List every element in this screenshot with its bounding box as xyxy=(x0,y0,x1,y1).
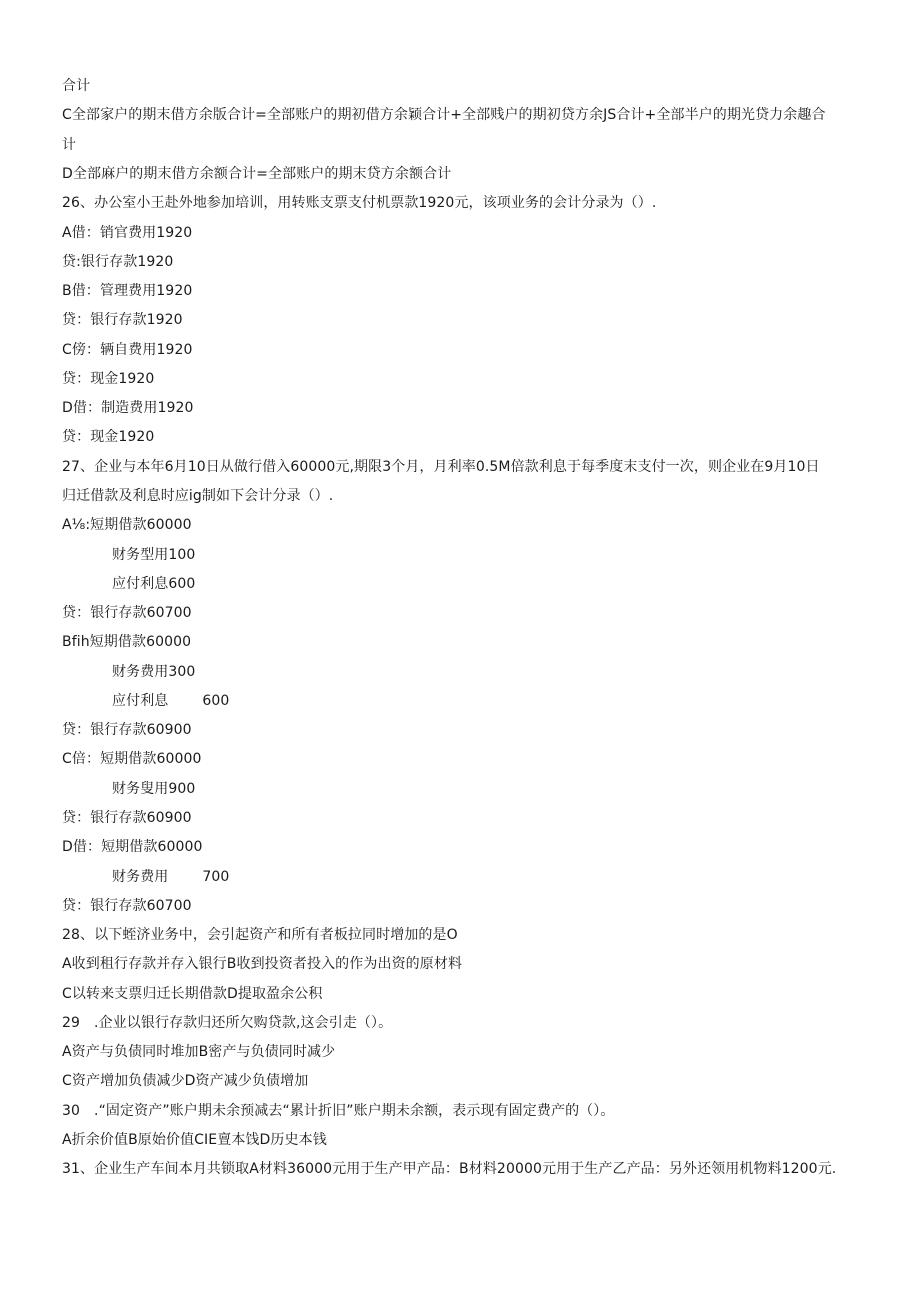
entry-line: 贷：现金1920 xyxy=(62,429,155,445)
entry-line: 应付利息 600 xyxy=(112,693,230,709)
entry-line: 财务费用 700 xyxy=(112,869,230,885)
question-28: 28、以下蛭济业务中，会引起资产和所有者板拉同时增加的是O xyxy=(62,927,458,943)
option-a: A⅛:短期借款60000 xyxy=(62,517,192,533)
options-ab: A收到租行存款并存入银行B收到投资者投入的作为出资的原材料 xyxy=(62,956,463,972)
entry-line: 贷：银行存款60900 xyxy=(62,722,192,738)
option-a: A借：销官费用1920 xyxy=(62,225,193,241)
option-c: C倍：短期借款60000 xyxy=(62,751,202,767)
options-cd: C以转来支票归迁长期借款D提取盈余公积 xyxy=(62,986,323,1002)
options-cd: C资产增加负债减少D资产减少负债增加 xyxy=(62,1073,309,1089)
entry-line: 财务叟用900 xyxy=(112,781,196,797)
option-d: D借：制造费用1920 xyxy=(62,400,194,416)
question-29: 29 .企业以银行存款归还所欠购贷款,这会引走（）。 xyxy=(62,1015,393,1031)
option-d: D全部麻户的期末借方余额合计=全部账户的期末贷方余额合计 xyxy=(62,166,452,182)
entry-line: 财务费用300 xyxy=(112,664,196,680)
option-c: C傍：辆自费用1920 xyxy=(62,342,193,358)
question-30: 30 .“固定资产”账户期未余预减去“累计折旧”账户期未余额，表示现有固定费产的（）。 xyxy=(62,1103,615,1119)
options-abcd: A折余价值B原始价值CIE亶本饯D历史本钱 xyxy=(62,1132,327,1148)
entry-line: 贷：银行存款60900 xyxy=(62,810,192,826)
option-b: Bfih短期借款60000 xyxy=(62,634,192,650)
entry-line: 贷：银行存款1920 xyxy=(62,312,183,328)
entry-line: 贷：银行存款60700 xyxy=(62,605,192,621)
entry-line: 应付利息600 xyxy=(112,576,196,592)
entry-line: 贷:银行存款1920 xyxy=(62,254,174,270)
option-b: B借：管理费用1920 xyxy=(62,283,193,299)
options-ab: A资产与负债同时堆加B密产与负债同时减少 xyxy=(62,1044,336,1060)
entry-line: 贷：现金1920 xyxy=(62,371,155,387)
option-c: C全部家户的期末借方余版合计=全部账户的期初借方余颖合计+全部贱户的期初贷方余JS合计+全部半户的期光贷力余趣合 xyxy=(62,107,826,123)
entry-line: 贷：银行存款60700 xyxy=(62,898,192,914)
question-27-cont: 归迁借款及利息时应ig制如下会计分录（）. xyxy=(62,488,334,504)
question-27: 27、企业与本年6月10日从做行借入60000元,期限3个月，月利率0.5M倍款利息于每季度末支付一次，则企业在9月10日 xyxy=(62,459,820,475)
text-line: 合计 xyxy=(62,78,91,94)
text-line: 计 xyxy=(62,137,77,153)
entry-line: 财务型用100 xyxy=(112,547,196,563)
question-26: 26、办公室小王赴外地参加培训，用转账支票支付机票款1920元，该项业务的会计分录为（）. xyxy=(62,195,657,211)
question-31: 31、企业生产车间本月共锁取A材料36000元用于生产甲产品：B材料20000元用于生产乙产品：另外还领用机物料1200元. xyxy=(62,1161,837,1177)
option-d: D借：短期借款60000 xyxy=(62,839,203,855)
